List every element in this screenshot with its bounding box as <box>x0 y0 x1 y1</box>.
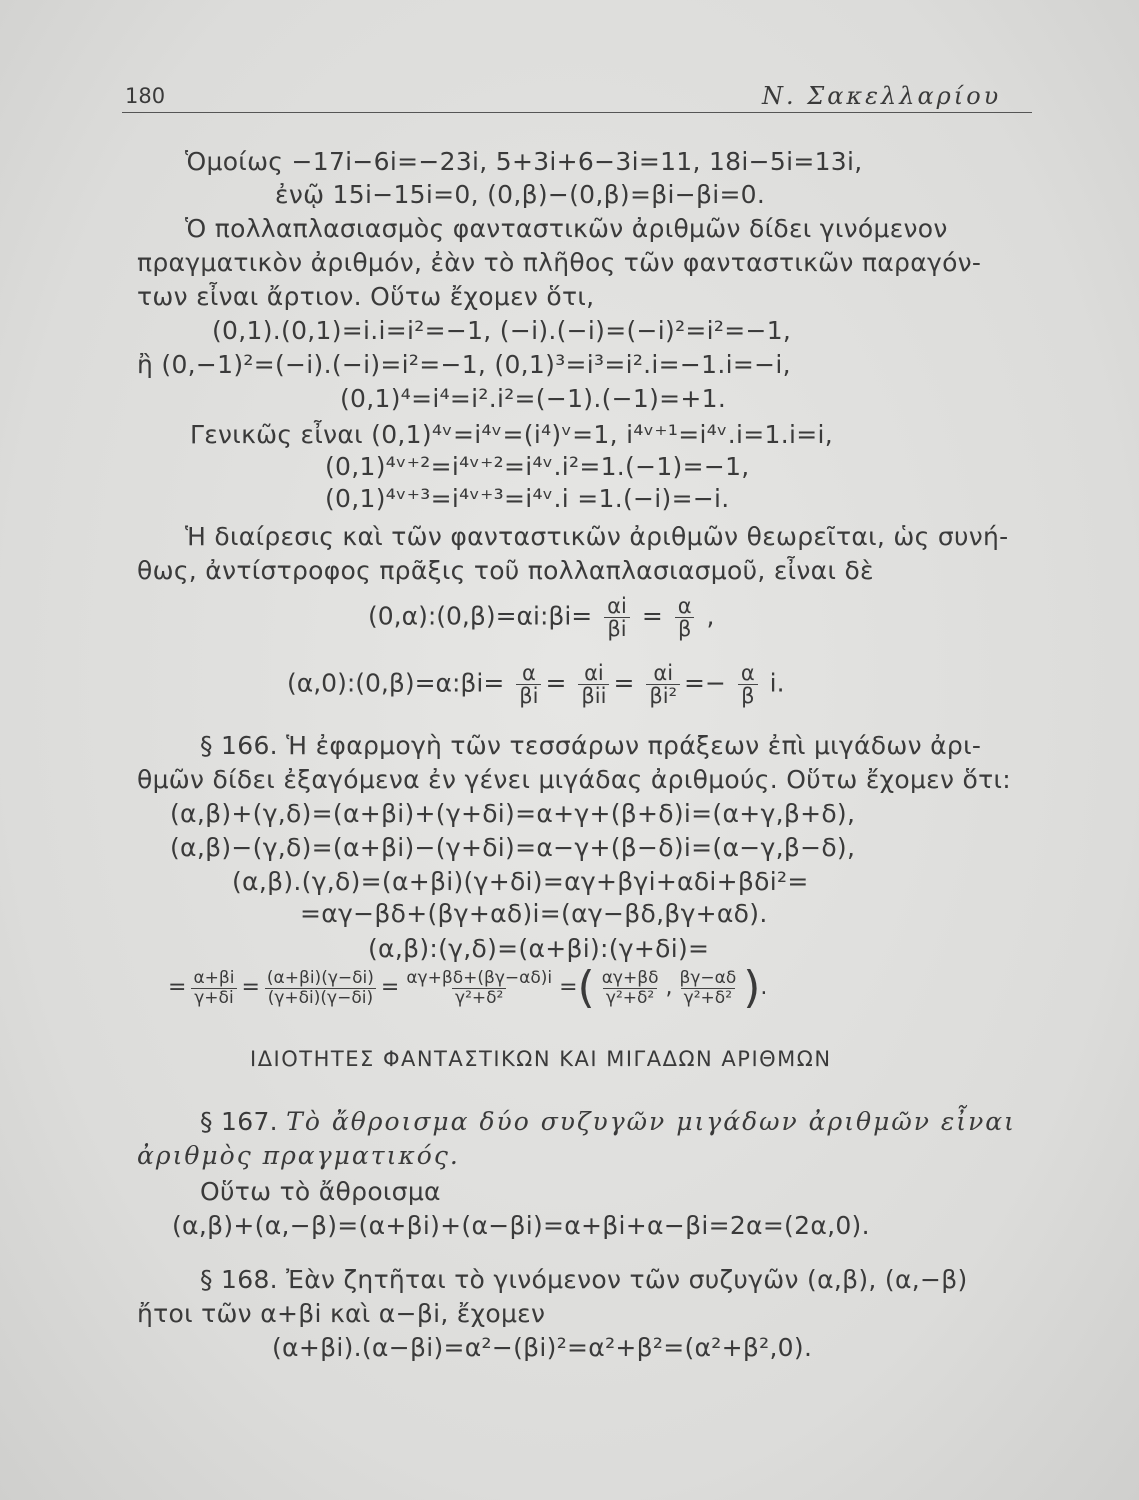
left-paren: ( <box>577 962 595 1013</box>
fraction <box>516 662 541 707</box>
equation-line: (0,1)⁴=i⁴=i².i²=(−1).(−1)=+1. <box>340 384 727 413</box>
equals: = <box>641 601 663 631</box>
numerator: αi <box>584 661 604 685</box>
theorem-text: Τὸ ἄθροισμα δύο συζυγῶν μιγάδων ἀριθμῶν εἶναι <box>286 1107 1016 1136</box>
denominator: β <box>675 617 694 640</box>
denominator: γ²+δ² <box>452 988 506 1008</box>
fraction <box>578 662 609 707</box>
numerator: (α+βi)(γ−δi) <box>266 967 374 988</box>
equation-line: (0,1)⁴ᵛ⁺²=i⁴ᵛ⁺²=i⁴ᵛ.i²=1.(−1)=−1, <box>325 452 750 481</box>
right-paren: ) <box>743 962 761 1013</box>
formula-part: (0,α):(0,β)=αi:βi= <box>368 601 593 631</box>
text-line: πραγματικὸν ἀριθμόν, ἐὰν τὸ πλῆθος τῶν φανταστικῶν παραγόν- <box>137 248 982 277</box>
denominator: γ+δi <box>191 988 236 1008</box>
equation-line: (0,1)⁴ᵛ⁺³=i⁴ᵛ⁺³=i⁴ᵛ.i =1.(−i)=−i. <box>325 484 730 513</box>
denominator: γ²+δ² <box>603 988 657 1008</box>
fraction <box>190 969 237 1008</box>
text-line: Ὁ πολλαπλασιασμὸς φανταστικῶν ἀριθμῶν δίδει γινόμενον <box>185 214 948 243</box>
text-line: Ἡ διαίρεσις καὶ τῶν φανταστικῶν ἀριθμῶν θεωρεῖται, ὡς συνή- <box>185 522 1009 551</box>
complex-division-formula: = $\frac{\alpha+\beta i}{\gamma+\delta i}$ = $\frac{(\alpha+\beta i)(\gamma-\delta i)}{(\gamma+\delta i)(\gamma-\delta i)}$ = $\frac{\alpha\gamma+\beta\delta+(\beta\gamma-\alpha\delta)i}{\text{γ²+δ²}}$ =( $\frac{\alpha\gamma+\beta\delta}{\text{γ²+δ²}}$ , $\frac{\beta\gamma-\alpha\delta}{\text{γ²+δ²}}$ ). <box>168 962 768 1013</box>
denominator: βi <box>604 617 629 640</box>
theorem-text: ἀριθμὸς πραγματικός. <box>137 1141 460 1170</box>
text-line: των εἶναι ἄρτιον. Οὕτω ἔχομεν ὅτι, <box>137 282 595 311</box>
text-line: Οὕτω τὸ ἄθροισμα <box>200 1177 441 1206</box>
text-line: θως, ἀντίστροφος πρᾶξις τοῦ πολλαπλασιασμοῦ, εἶναι δὲ <box>137 556 874 585</box>
denominator: βi <box>516 684 541 707</box>
numerator: αγ+βδ+(βγ−αδ)i <box>406 967 553 988</box>
numerator: α <box>677 594 692 618</box>
header-rule <box>122 112 1032 113</box>
equation-line: (α,β).(γ,δ)=(α+βi)(γ+δi)=αγ+βγi+αδi+βδi²= <box>232 867 809 896</box>
numerator: βγ−αδ <box>679 967 737 988</box>
numerator: α <box>740 661 755 685</box>
denominator: γ²+δ² <box>681 988 735 1008</box>
equation-line: Γενικῶς εἶναι (0,1)⁴ᵛ=i⁴ᵛ=(i⁴)ᵛ=1, i⁴ᵛ⁺¹=i⁴ᵛ.i=1.i=i, <box>190 420 833 449</box>
denominator: β <box>738 684 757 707</box>
fraction <box>264 969 377 1008</box>
numerator: αγ+βδ <box>601 967 659 988</box>
fraction <box>403 969 555 1008</box>
text-line: Ὁμοίως −17i−6i=−23i, 5+3i+6−3i=11, 18i−5i=13i, <box>185 147 863 176</box>
equation-line: (α+βi).(α−βi)=α²−(βi)²=α²+β²=(α²+β²,0). <box>272 1333 813 1362</box>
section-heading: ΙΔΙΟΤΗΤΕΣ ΦΑΝΤΑΣΤΙΚΩΝ ΚΑΙ ΜΙΓΑΔΩΝ ΑΡΙΘΜΩΝ <box>250 1047 832 1071</box>
page-number: 180 <box>125 84 166 108</box>
text-line: ἐνῷ 15i−15i=0, (0,β)−(0,β)=βi−βi=0. <box>275 180 766 209</box>
denominator: βii <box>578 684 609 707</box>
section-168-line: § 168. Ἐὰν ζητῆται τὸ γινόμενον τῶν συζυγῶν (α,β), (α,−β) <box>200 1265 968 1294</box>
numerator: α+βi <box>193 967 235 988</box>
fraction <box>646 662 680 707</box>
fraction <box>675 595 695 640</box>
formula-end: i. <box>769 668 785 698</box>
fraction <box>604 595 630 640</box>
text-line: θμῶν δίδει ἐξαγόμενα ἐν γένει μιγάδας ἀριθμούς. Οὕτω ἔχομεν ὅτι: <box>137 765 1011 794</box>
section-167-title <box>200 1107 1016 1137</box>
formula-part: (α,0):(0,β)=α:βi= <box>287 668 505 698</box>
equation-line: (α,β):(γ,δ)=(α+βi):(γ+δi)= <box>368 934 710 963</box>
section-166-line: § 166. Ἡ ἐφαρμογὴ τῶν τεσσάρων πράξεων ἐπὶ μιγάδων ἀρι- <box>200 731 982 760</box>
text-line: ἤτοι τῶν α+βi καὶ α−βi, ἔχομεν <box>137 1299 546 1328</box>
division-formula-1 <box>368 595 714 640</box>
fraction <box>738 662 758 707</box>
fraction <box>599 969 662 1008</box>
fraction <box>676 969 739 1008</box>
numerator: αi <box>653 661 674 685</box>
numerator: α <box>521 661 536 685</box>
numerator: αi <box>607 594 627 618</box>
equation-line: (α,β)+(γ,δ)=(α+βi)+(γ+δi)=α+γ+(β+δ)i=(α+γ,β+δ), <box>170 799 856 828</box>
section-number: § 167. <box>200 1107 278 1136</box>
division-formula-2: (α,0):(0,β)=α:βi= $\frac{\alpha}{\beta i}$ = $\frac{\alpha i}{\text{βii}}$ = $\frac{\alpha i}{\text{βi²}}$ =− $\frac{\alpha}{\beta}$ i. <box>287 661 785 708</box>
equation-line: ἢ (0,−1)²=(−i).(−i)=i²=−1, (0,1)³=i³=i².i=−1.i=−i, <box>137 350 791 379</box>
equation-line: (0,1).(0,1)=i.i=i²=−1, (−i).(−i)=(−i)²=i²=−1, <box>212 316 792 345</box>
equation-line: (α,β)+(α,−β)=(α+βi)+(α−βi)=α+βi+α−βi=2α=(2α,0). <box>172 1211 870 1240</box>
running-title: Ν. Σακελλαρίου <box>762 82 1002 110</box>
denominator: βi² <box>646 684 680 707</box>
equation-line: =αγ−βδ+(βγ+αδ)i=(αγ−βδ,βγ+αδ). <box>300 899 768 928</box>
denominator: (γ+δi)(γ−δi) <box>265 988 376 1008</box>
equation-line: (α,β)−(γ,δ)=(α+βi)−(γ+δi)=α−γ+(β−δ)i=(α−γ,β−δ), <box>170 833 856 862</box>
formula-end: , <box>706 601 715 631</box>
